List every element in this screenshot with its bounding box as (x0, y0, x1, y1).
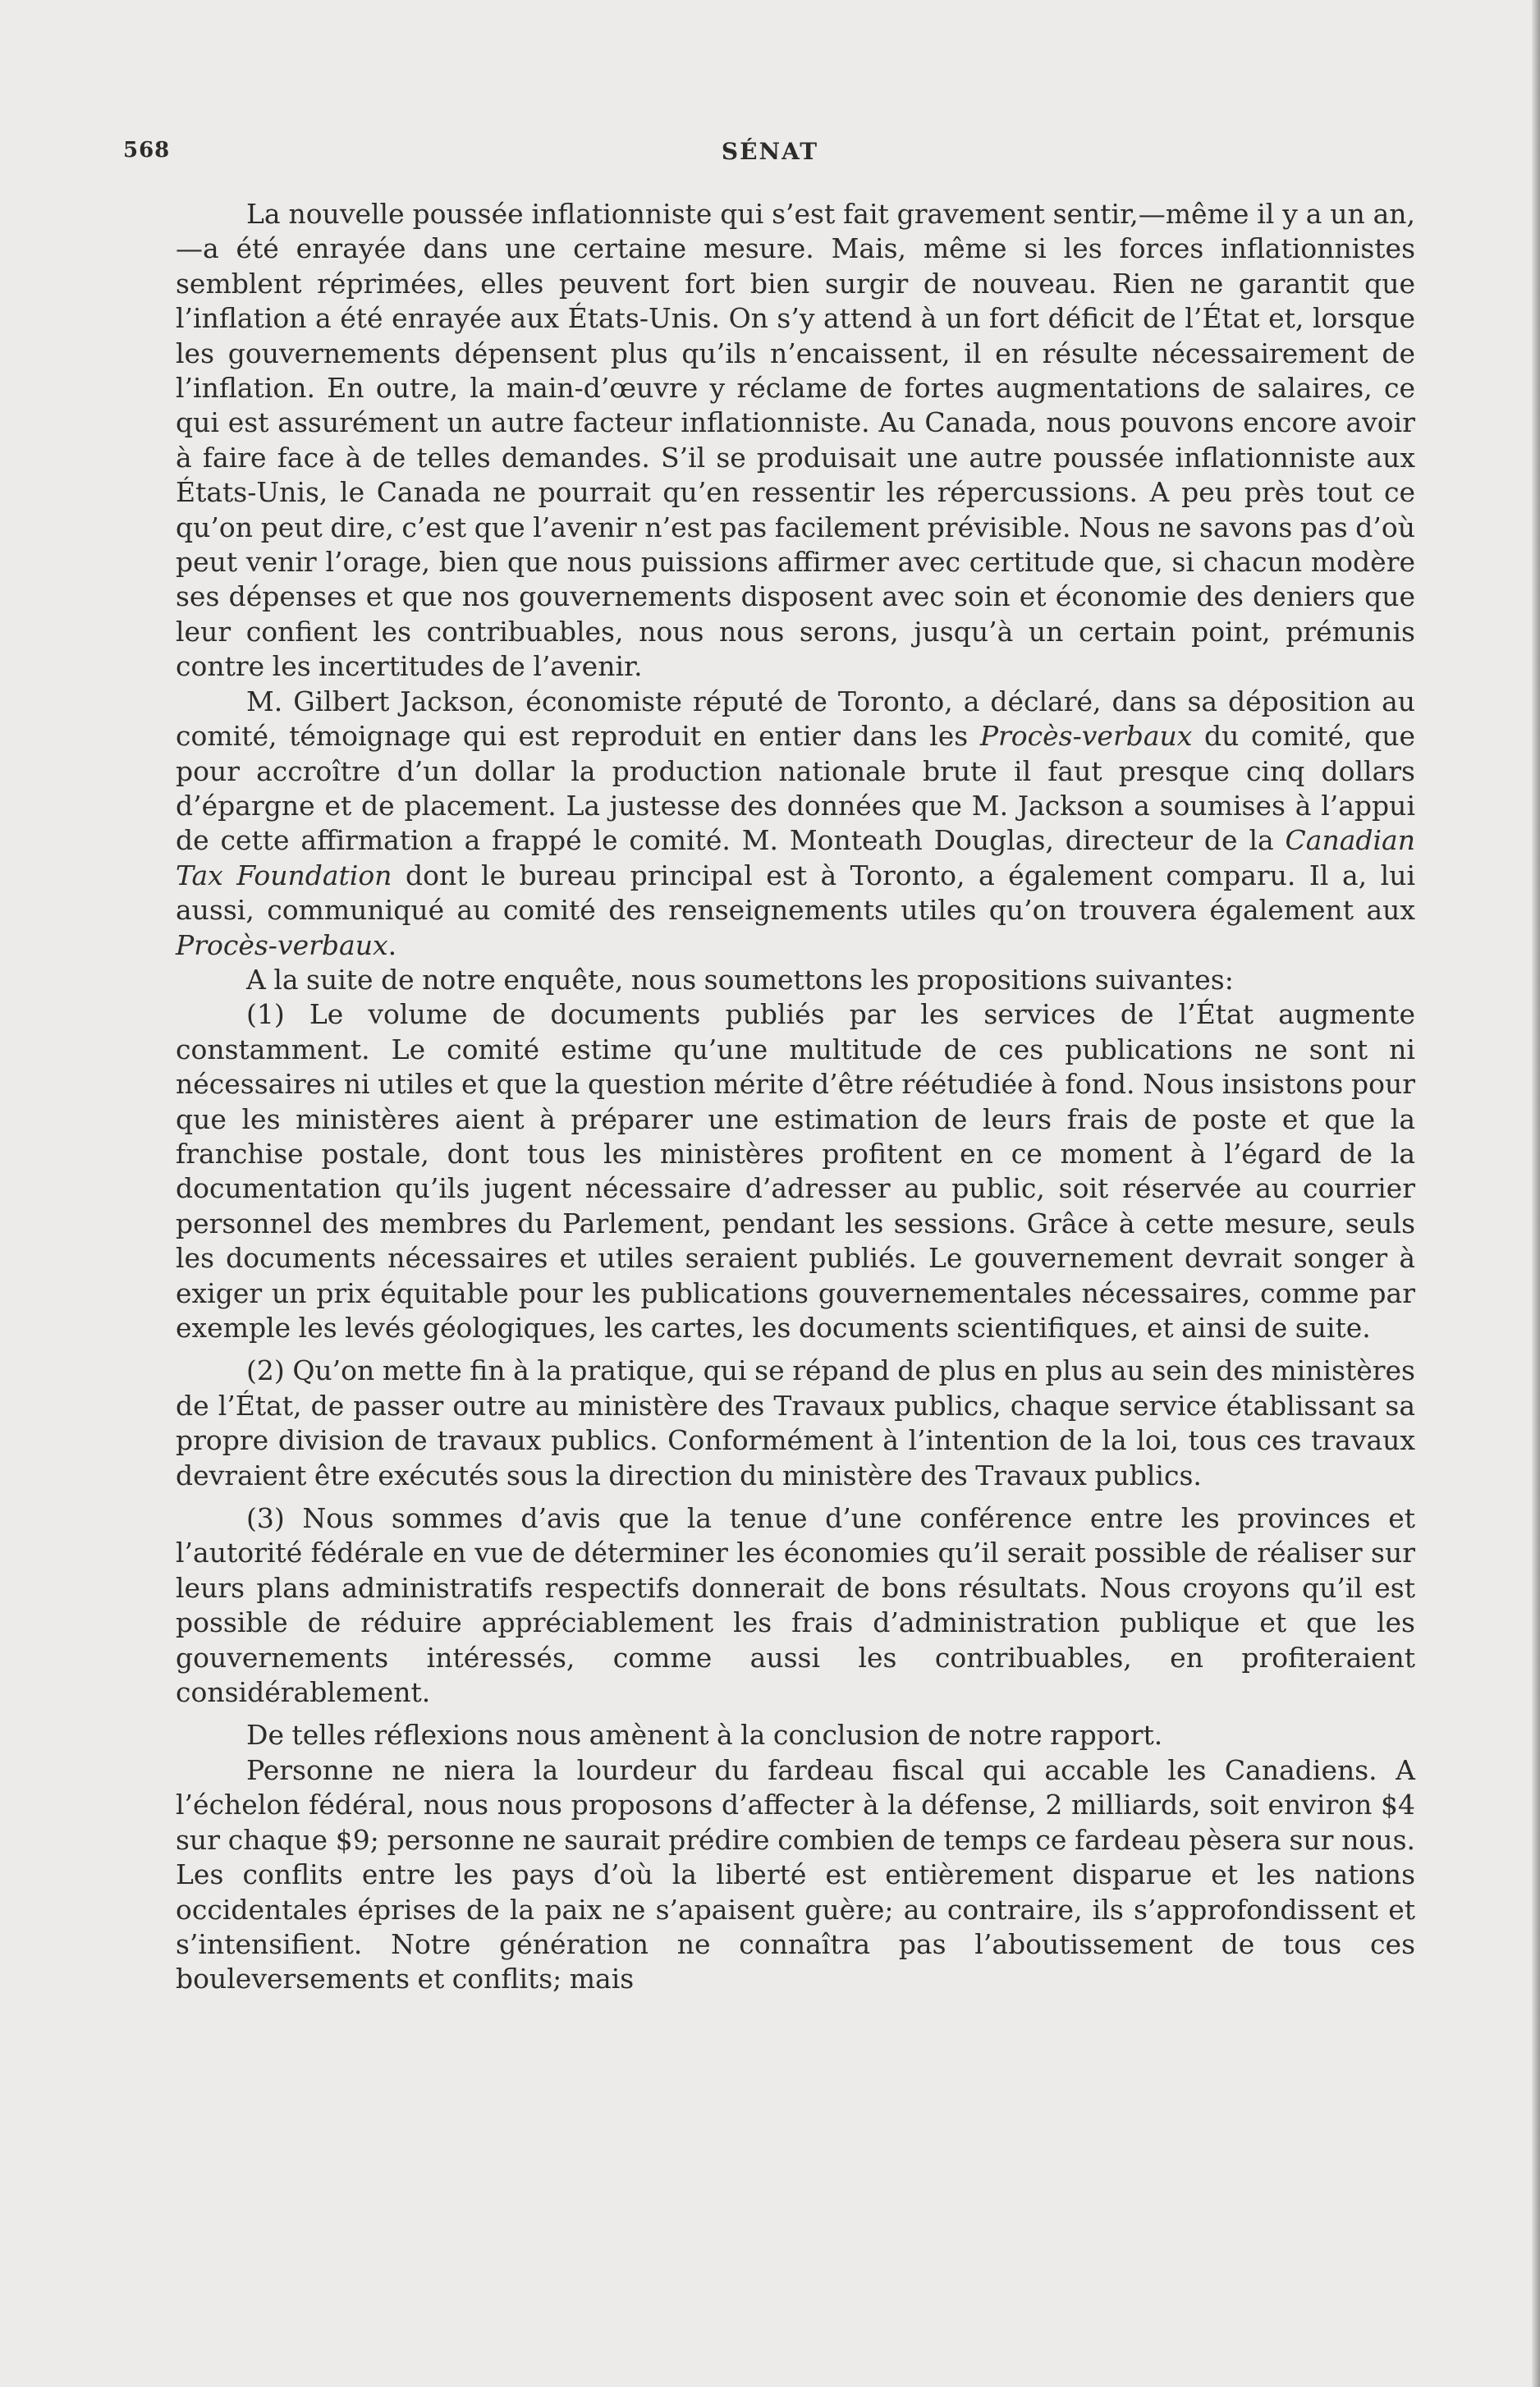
paragraph-proposition-3: (3) Nous sommes d’avis que la tenue d’une conférence entre les provinces et l’autorité fédérale en vue de déterminer les économies qu’il serait possible de réaliser sur leurs plans administratifs respectifs donnerait de bons résultats. Nous croyons qu’il est possible de réduire appréciablement les frais d’administration publique et que les gouvernements intéressés, comme aussi les contribuables, en profiteraient considérablement. (176, 1502, 1415, 1709)
body-text (176, 197, 1415, 1997)
paragraph-proposition-1: (1) Le volume de documents publiés par les services de l’État augmente constamment. Le comité estime qu’une multitude de ces publications ne sont ni nécessaires ni utiles et que la question mérite d’être réétudiée à fond. Nous insistons pour que les ministères aient à préparer une estimation de leurs frais de poste et que la franchise postale, dont tous les ministères profitent en ce moment à l’égard de la documentation qu’ils jugent nécessaire d’adresser au public, soit réservée au courrier personnel des membres du Parlement, pendant les sessions. Grâce à cette mesure, seuls les documents nécessaires et utiles seraient publiés. Le gouvernement devrait songer à exiger un prix équitable pour les publications gouvernementales nécessaires, comme par exemple les levés géologiques, les cartes, les documents scientifiques, et ainsi de suite. (176, 998, 1415, 1344)
paragraph-conclusion-intro: De telles réflexions nous amènent à la conclusion de notre rapport. (246, 1719, 1163, 1752)
paragraph-fiscal-burden: Personne ne niera la lourdeur du fardeau fiscal qui accable les Canadiens. A l’échelon fédéral, nous nous proposons d’affecter à la défense, 2 milliards, soit environ $4 sur chaque $9; personne ne saurait prédire combien de temps ce fardeau pèsera sur nous. Les conflits entre les pays d’où la liberté est entièrement disparue et les nations occidentales éprises de la paix ne s’apaisent guère; au contraire, ils s’approfondissent et s’intensifient. Notre génération ne connaîtra pas l’aboutissement de tous ces bouleversements et conflits; mais (176, 1753, 1415, 1995)
italic-proces-verbaux: Procès-verbaux (176, 928, 388, 961)
running-head (123, 138, 1417, 171)
page-number: 568 (123, 138, 171, 163)
running-title: SÉNAT (721, 138, 819, 165)
paragraph-proposition-2: (2) Qu’on mette fin à la pratique, qui se répand de plus en plus au sein des ministères de l’État, de passer outre au ministère des Travaux publics, chaque service établissant sa propre division de travaux publics. Conformément à l’intention de la loi, tous ces travaux devraient être exécutés sous la direction du ministère des Travaux publics. (176, 1354, 1415, 1491)
italic-canadian-tax-foundation: Canadian Tax Foundation (176, 824, 1415, 891)
paragraph-propositions-intro: A la suite de notre enquête, nous soumettons les propositions suivantes: (246, 963, 1234, 996)
page-edge-shadow (1532, 0, 1540, 2387)
paragraph-inflation: La nouvelle poussée inflationniste qui s’est fait gravement sentir,—même il y a un an,—a été enrayée dans une certaine mesure. Mais, même si les forces inflationnistes semblent réprimées, elles peuvent fort bien surgir de nouveau. Rien ne garantit que l’inflation a été enrayée aux États-Unis. On s’y attend à un fort déficit de l’État et, lorsque les gouvernements dépensent plus qu’ils n’encaissent, il en résulte nécessairement de l’inflation. En outre, la main-d’œuvre y réclame de fortes augmentations de salaires, ce qui est assurément un autre facteur inflationniste. Au Canada, nous pouvons encore avoir à faire face à de telles demandes. S’il se produisait une autre poussée inflationniste aux États-Unis, le Canada ne pourrait qu’en ressentir les répercussions. A peu près tout ce qu’on peut dire, c’est que l’avenir n’est pas facilement prévisible. Nous ne savons pas d’où peut venir l’orage, bien que nous puissions affirmer avec certitude que, si chacun modère ses dépenses et que nos gouvernements disposent avec soin et économie des deniers que leur confient les contribuables, nous nous serons, jusqu’à un certain point, prémunis contre les incertitudes de l’avenir. (176, 198, 1415, 683)
paragraph-jackson-testimony: M. Gilbert Jackson, économiste réputé de Toronto, a déclaré, dans sa déposition au comité, témoignage qui est reproduit en entier dans les Procès-verbaux du comité, que pour accroître d’un dollar la production nationale brute il faut presque cinq dollars d’épargne et de placement. La justesse des données que M. Jackson a soumises à l’appui de cette affirmation a frappé le comité. M. Monteath Douglas, directeur de la Canadian Tax Foundation dont le bureau principal est à Toronto, a également comparu. Il a, lui aussi, communiqué au comité des renseignements utiles qu’on trouvera également aux Procès-verbaux. (176, 685, 1416, 961)
italic-proces-verbaux: Procès-verbaux (979, 720, 1193, 753)
